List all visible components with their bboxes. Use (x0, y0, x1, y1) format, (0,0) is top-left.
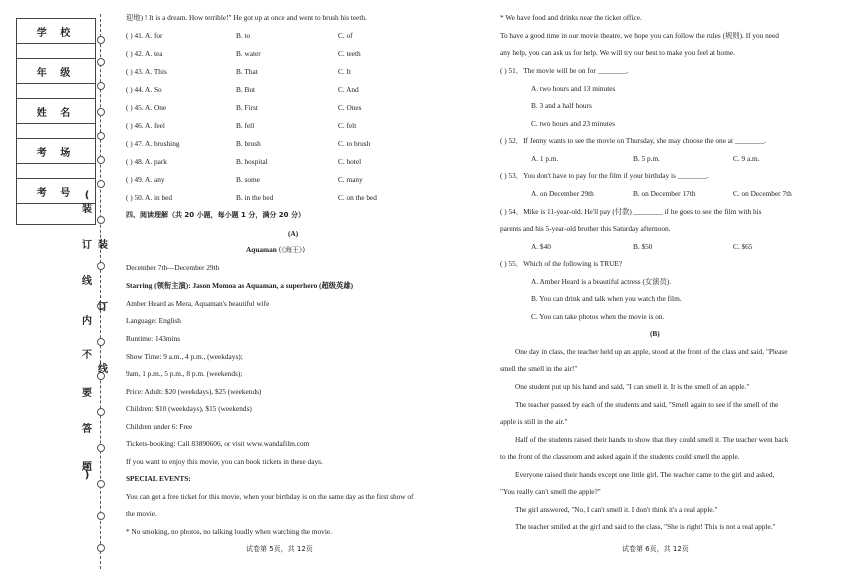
story-line: The teacher smiled at the girl and said to the class, "She is right! This is not a real apple." (515, 522, 776, 531)
page-footer: 试卷第 5页，共 12页 (246, 545, 313, 553)
option[interactable]: A. two hours and 13 minutes (531, 84, 616, 93)
binding-char: 订 (82, 240, 92, 251)
section-heading: 四、阅读理解（共 20 小题，每小题 1 分，满分 20 分） (126, 211, 305, 219)
text-line: Price: Adult: $20 (weekdays), $25 (weekends) (126, 387, 262, 396)
question-55[interactable]: ( ) 55．Which of the following is TRUE? (500, 259, 623, 268)
binding-char: 不 (82, 350, 92, 361)
story-line: to the front of the classroom and asked again if the students could smell the apple. (500, 452, 740, 461)
story-line: One student put up his hand and said, "I can smell it. It is the smell of an apple." (515, 382, 750, 391)
intro-line: 迎地) ! It is a dream. How terrible!" He got up at once and went to brush his teeth. (126, 13, 367, 22)
binding-char: 装 (98, 240, 108, 251)
text-line: * No smoking, no photos, no talking loudly when watching the movie. (126, 527, 332, 536)
story-line: One day in class, the teacher held up an apple, stood at the front of the class and said, "Please (515, 347, 788, 356)
question-54-cont: parents and his 5-year-old brother this Saturday afternoon. (500, 224, 671, 233)
info-label-number: 考 号 (17, 179, 95, 204)
story-line: "You really can't smell the apple?" (500, 487, 601, 496)
option[interactable]: B. You can drink and talk when you watch the film. (531, 294, 682, 303)
passage-b-label: (B) (650, 329, 660, 338)
binding-char: 订 (98, 302, 108, 313)
story-line: The girl answered, "No, I can't smell it. I don't think it's a real apple." (515, 505, 718, 514)
text-line: Amber Heard as Mera, Aquaman's beautiful wife (126, 299, 270, 308)
text-line: 9am, 1 p.m., 5 p.m., 8 p.m. (weekends); (126, 369, 243, 378)
binding-char: 题 (82, 462, 92, 473)
text-line: Runtime: 143mins (126, 334, 181, 343)
binding-char: ) (84, 470, 90, 481)
left-page: 迎地) ! It is a dream. How terrible!" He got up at once and went to brush his teeth. ( ) 41. A. for B. to C. of ( ) 42. A. tea B. water C. teeth ( ) 43. A. This B. That C. It ( ) 44. A. So B. But C. And ( ) 45. A. One B. First C. Ones ( ) 46. A. feel B. fell C. felt ( ) 47. A. brushing B. brush C. to brush ( ) 48. A. park B. hospital C. hotel ( ) 49. A. any B. some C. many ( ) 50. A. in bed B. in the bed C. on the bed 四、阅读理解（共 20 小题，每小题 1 分，满分 20 分） (A) Aquaman (《海王》) December 7th—December 29th Starring (领衔主演): Jason Momoa as Aquaman, a superhero (超级英雄) Amber Heard as Mera, Aquaman's beautiful wife Language: English Runtime: 143mins Show Time: 9 a.m., 4 p.m., (weekdays); 9am, 1 p.m., 5 p.m., 8 p.m. (weekends); Price: Adult: $20 (weekdays), $25 (weekends) Children: $10 (weekdays), $15 (weekends) Children under 6: Free Tickets-booking: Call 83890606, or visit www.wandafilm.com If you want to enjoy this movie, you can book tickets in these days. SPECIAL EVENTS: You can get a free ticket for this movie, when your birthday is on the same day as the first show of the movie. * No smoking, no photos, no talking loudly when watching the movie. 试卷第 5页，共 12页 (126, 13, 414, 553)
passage-a-label: (A) (288, 229, 299, 238)
text-line: Starring (领衔主演): Jason Momoa as Aquaman, a superhero (超级英雄) (126, 281, 354, 290)
story-line: Everyone raised their hands except one little girl. The teacher came to the girl and asked, (515, 470, 775, 479)
story-line: The teacher passed by each of the students and said, "Smell again to see if the smell of the (515, 400, 779, 409)
text-line: SPECIAL EVENTS: (126, 474, 191, 483)
story-line: smell the smell in the air!" (500, 364, 578, 373)
movie-title-cn: (《海王》) (278, 246, 306, 254)
binding-char: 装 (82, 204, 92, 215)
story-line: apple is still in the air." (500, 417, 568, 426)
info-label-room: 考 场 (17, 139, 95, 164)
text-line: the movie. (126, 509, 157, 518)
text-line: Language: English (126, 316, 181, 325)
binding-char: 内 (82, 316, 92, 327)
option[interactable]: A. Amber Heard is a beautiful actress (女演员). (531, 277, 672, 286)
text-line: * We have food and drinks near the ticket office. (500, 13, 642, 22)
text-line: any help, you can ask us for help. We will try our best to make you feel at home. (500, 48, 735, 57)
binding-char: 线 (82, 276, 92, 287)
binding-char: 要 (82, 388, 92, 399)
option[interactable]: C. You can take photos when the movie is on. (531, 312, 665, 321)
question-52[interactable]: ( ) 52．If Jenny wants to see the movie on Thursday, she may choose the one at ________. (500, 136, 766, 145)
question-53[interactable]: ( ) 53．You don't have to pay for the film if your birthday is ________. (500, 171, 709, 180)
right-page: * We have food and drinks near the ticket office. To have a good time in our movie theatre, we hope you can follow the rules (规则). If you need any help, you can ask us for help. We will try our best to make you feel at home. ( ) 51．The movie will be on for ________. A. two hours and 13 minutes B. 3 and a half hours C. two hours and 23 minutes ( ) 52．If Jenny wants to see the movie on Thursday, she may choose the one at ________. A. 1 p.m. B. 5 p.m. C. 9 a.m. ( ) 53．You don't have to pay for the film if your birthday is ________. A. on December 29th B. on December 17th C. on December 7th ( ) 54．Mike is 11-year-old. He'll pay (付款) ________ if he goes to see the film with his parents and his 5-year-old brother this Saturday afternoon. A. $40 B. $50 C. $65 ( ) 55．Which of the following is TRUE? A. Amber Heard is a beautiful actress (女演员). B. You can drink and talk when you watch the film. C. You can take photos when the movie is on. (B) One day in class, the teacher held up an apple, stood at the front of the class and said, "Please smell the smell in the air!" One student put up his hand and said, "I can smell it. It is the smell of an apple." The teacher passed by each of the students and said, "Smell again to see if the smell of the apple is still in the air." Half of the students raised their hands to show that they could smell it. The teacher went back to the front of the classroom and asked again if the students could smell the apple. Everyone raised their hands except one little girl. The teacher came to the girl and asked, "You really can't smell the apple?" The girl answered, "No, I can't smell it. I don't think it's a real apple." The teacher smiled at the girl and said to the class, "She is right! This is not a real apple." 试卷第 6页，共 12页 (500, 13, 792, 553)
text-line: Children under 6: Free (126, 422, 193, 431)
text-line: You can get a free ticket for this movie, when your birthday is on the same day as the first show of (126, 492, 414, 501)
question-51[interactable]: ( ) 51．The movie will be on for ________. (500, 66, 629, 75)
text-line: Tickets-booking: Call 83890606, or visit www.wandafilm.com (126, 439, 310, 448)
movie-title: Aquaman (246, 245, 277, 254)
text-line: If you want to enjoy this movie, you can book tickets in these days. (126, 457, 323, 466)
info-label-name: 姓 名 (17, 99, 95, 124)
option[interactable]: B. 3 and a half hours (531, 101, 592, 110)
text-line: To have a good time in our movie theatre, we hope you can follow the rules (规则). If you need (500, 31, 779, 40)
binding-char: ( (84, 190, 90, 201)
text-line: Children: $10 (weekdays), $15 (weekends) (126, 404, 252, 413)
binding-char: 线 (98, 364, 108, 375)
question-54[interactable]: ( ) 54．Mike is 11-year-old. He'll pay (付款) ________ if he goes to see the film with his (500, 207, 762, 216)
info-label-school: 学 校 (17, 19, 95, 44)
text-line: Show Time: 9 a.m., 4 p.m., (weekdays); (126, 352, 243, 361)
story-line: Half of the students raised their hands to show that they could smell it. The teacher went back (515, 435, 789, 444)
page-footer: 试卷第 6页，共 12页 (622, 545, 689, 553)
text-line: December 7th—December 29th (126, 263, 220, 272)
binding-char: 答 (82, 424, 92, 435)
option[interactable]: C. two hours and 23 minutes (531, 119, 615, 128)
info-label-grade: 年 级 (17, 59, 95, 84)
